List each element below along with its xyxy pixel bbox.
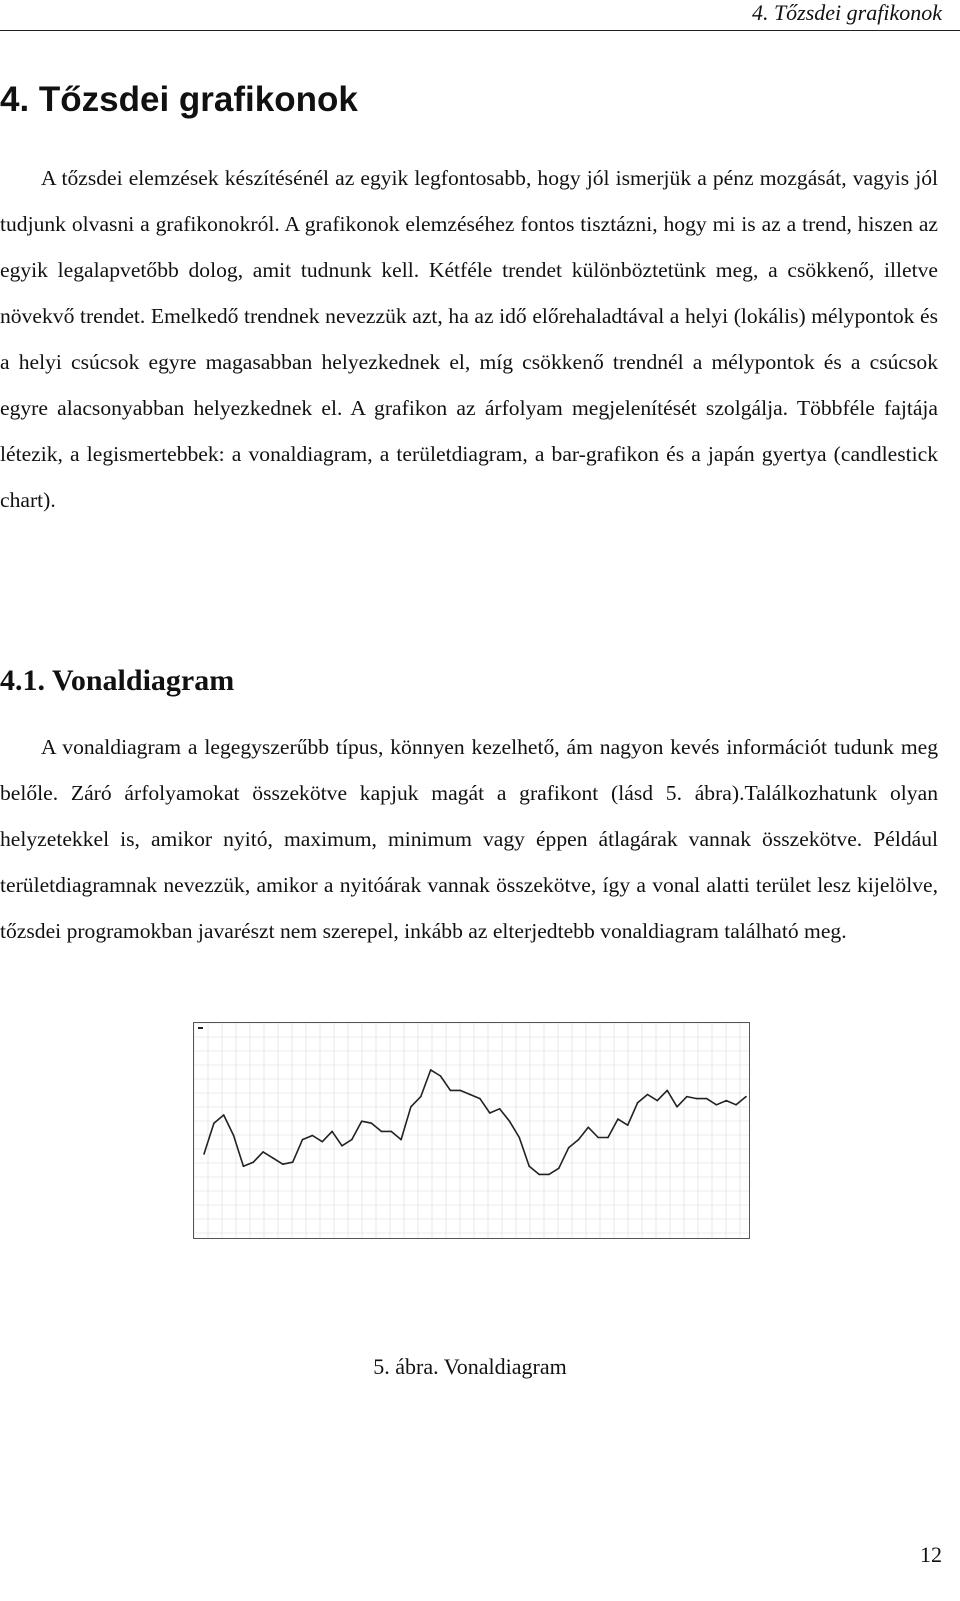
data-point (440, 1075, 442, 1077)
data-point (312, 1135, 314, 1137)
data-point (696, 1098, 698, 1100)
series-line (204, 1070, 746, 1175)
data-point (716, 1104, 718, 1106)
data-point (627, 1124, 629, 1126)
data-point (450, 1090, 452, 1092)
data-point (657, 1100, 659, 1102)
data-point (617, 1118, 619, 1120)
data-point (676, 1106, 678, 1108)
data-point (213, 1122, 215, 1124)
data-point (558, 1168, 560, 1170)
data-point (262, 1151, 264, 1153)
data-point (706, 1098, 708, 1100)
data-point (637, 1102, 639, 1104)
data-point (469, 1094, 471, 1096)
chart-legend (198, 1025, 203, 1030)
line-chart (194, 1023, 749, 1238)
data-point (371, 1122, 373, 1124)
data-point (302, 1139, 304, 1141)
data-point (331, 1131, 333, 1133)
section-title: 4. Tőzsdei grafikonok (0, 80, 358, 119)
data-point (519, 1137, 521, 1139)
data-point (381, 1131, 383, 1133)
data-point (341, 1145, 343, 1147)
data-point (400, 1139, 402, 1141)
data-point (726, 1100, 728, 1102)
data-point (735, 1104, 737, 1106)
subsection-title: 4.1. Vonaldiagram (0, 664, 235, 697)
data-point (459, 1090, 461, 1092)
data-point (322, 1141, 324, 1143)
data-point (223, 1114, 225, 1116)
data-point (420, 1096, 422, 1098)
data-point (568, 1147, 570, 1149)
data-point (351, 1139, 353, 1141)
data-point (686, 1096, 688, 1098)
data-point (361, 1120, 363, 1122)
legend-swatch (198, 1027, 203, 1029)
running-header: 4. Tőzsdei grafikonok (751, 0, 942, 25)
data-point (745, 1096, 747, 1098)
data-point (499, 1108, 501, 1110)
data-point (430, 1069, 432, 1071)
data-point (548, 1174, 550, 1176)
data-point (607, 1137, 609, 1139)
data-point (647, 1094, 649, 1096)
data-point (597, 1137, 599, 1139)
data-point (390, 1131, 392, 1133)
line-chart-figure (193, 1022, 750, 1239)
data-point (253, 1161, 255, 1163)
data-point (578, 1139, 580, 1141)
data-point (272, 1157, 274, 1159)
data-point (489, 1112, 491, 1114)
data-point (509, 1120, 511, 1122)
data-point (282, 1163, 284, 1165)
data-point (410, 1106, 412, 1108)
data-point (538, 1174, 540, 1176)
data-point (528, 1166, 530, 1168)
subsection-paragraph: A vonaldiagram a legegyszerűbb típus, könnyen kezelhető, ám nagyon kevés információt tudunk meg belőle. Záró árfolyamokat összekötve kapjuk magát a grafikont (lásd 5. ábra).Találkozhatunk olyan helyzetekkel is, amikor nyitó, maximum, minimum vagy éppen átlagárak vannak összekötve. Például területdiagramnak nevezzük, amikor a nyitóárak vannak összekötve, így a vonal alatti terület lesz kijelölve, tőzsdei programokban javarészt nem szerepel, inkább az elterjedtebb vonaldiagram található meg. (0, 735, 938, 943)
data-point (203, 1153, 205, 1155)
data-point (292, 1161, 294, 1163)
page-number: 12 (920, 1542, 942, 1567)
data-point (243, 1166, 245, 1168)
data-point (233, 1135, 235, 1137)
section-paragraph: A tőzsdei elemzések készítésénél az egyik legfontosabb, hogy jól ismerjük a pénz mozgását, vagyis jól tudjunk olvasni a grafikonokról. A grafikonok elemzéséhez fontos tisztázni, hogy mi is az a trend, hiszen az egyik legalapvetőbb dolog, amit tudnunk kell. Kétféle trendet különböztetünk meg, a csökkenő, illetve növekvő trendet. Emelkedő trendnek nevezzük azt, ha az idő előrehaladtával a helyi (lokális) mélypontok és a helyi csúcsok egyre magasabban helyezkednek el, míg csökkenő trendnél a mélypontok és a csúcsok egyre alacsonyabban helyezkednek el. A grafikon az árfolyam megjelenítését szolgálja. Többféle fajtája létezik, a legismertebbek: a vonaldiagram, a területdiagram, a bar-grafikon és a japán gyertya (candlestick chart). (0, 166, 938, 512)
header-rule (0, 30, 960, 31)
data-point (588, 1127, 590, 1129)
data-point (479, 1098, 481, 1100)
figure-caption: 5. ábra. Vonaldiagram (373, 1354, 567, 1379)
data-point (666, 1090, 668, 1092)
